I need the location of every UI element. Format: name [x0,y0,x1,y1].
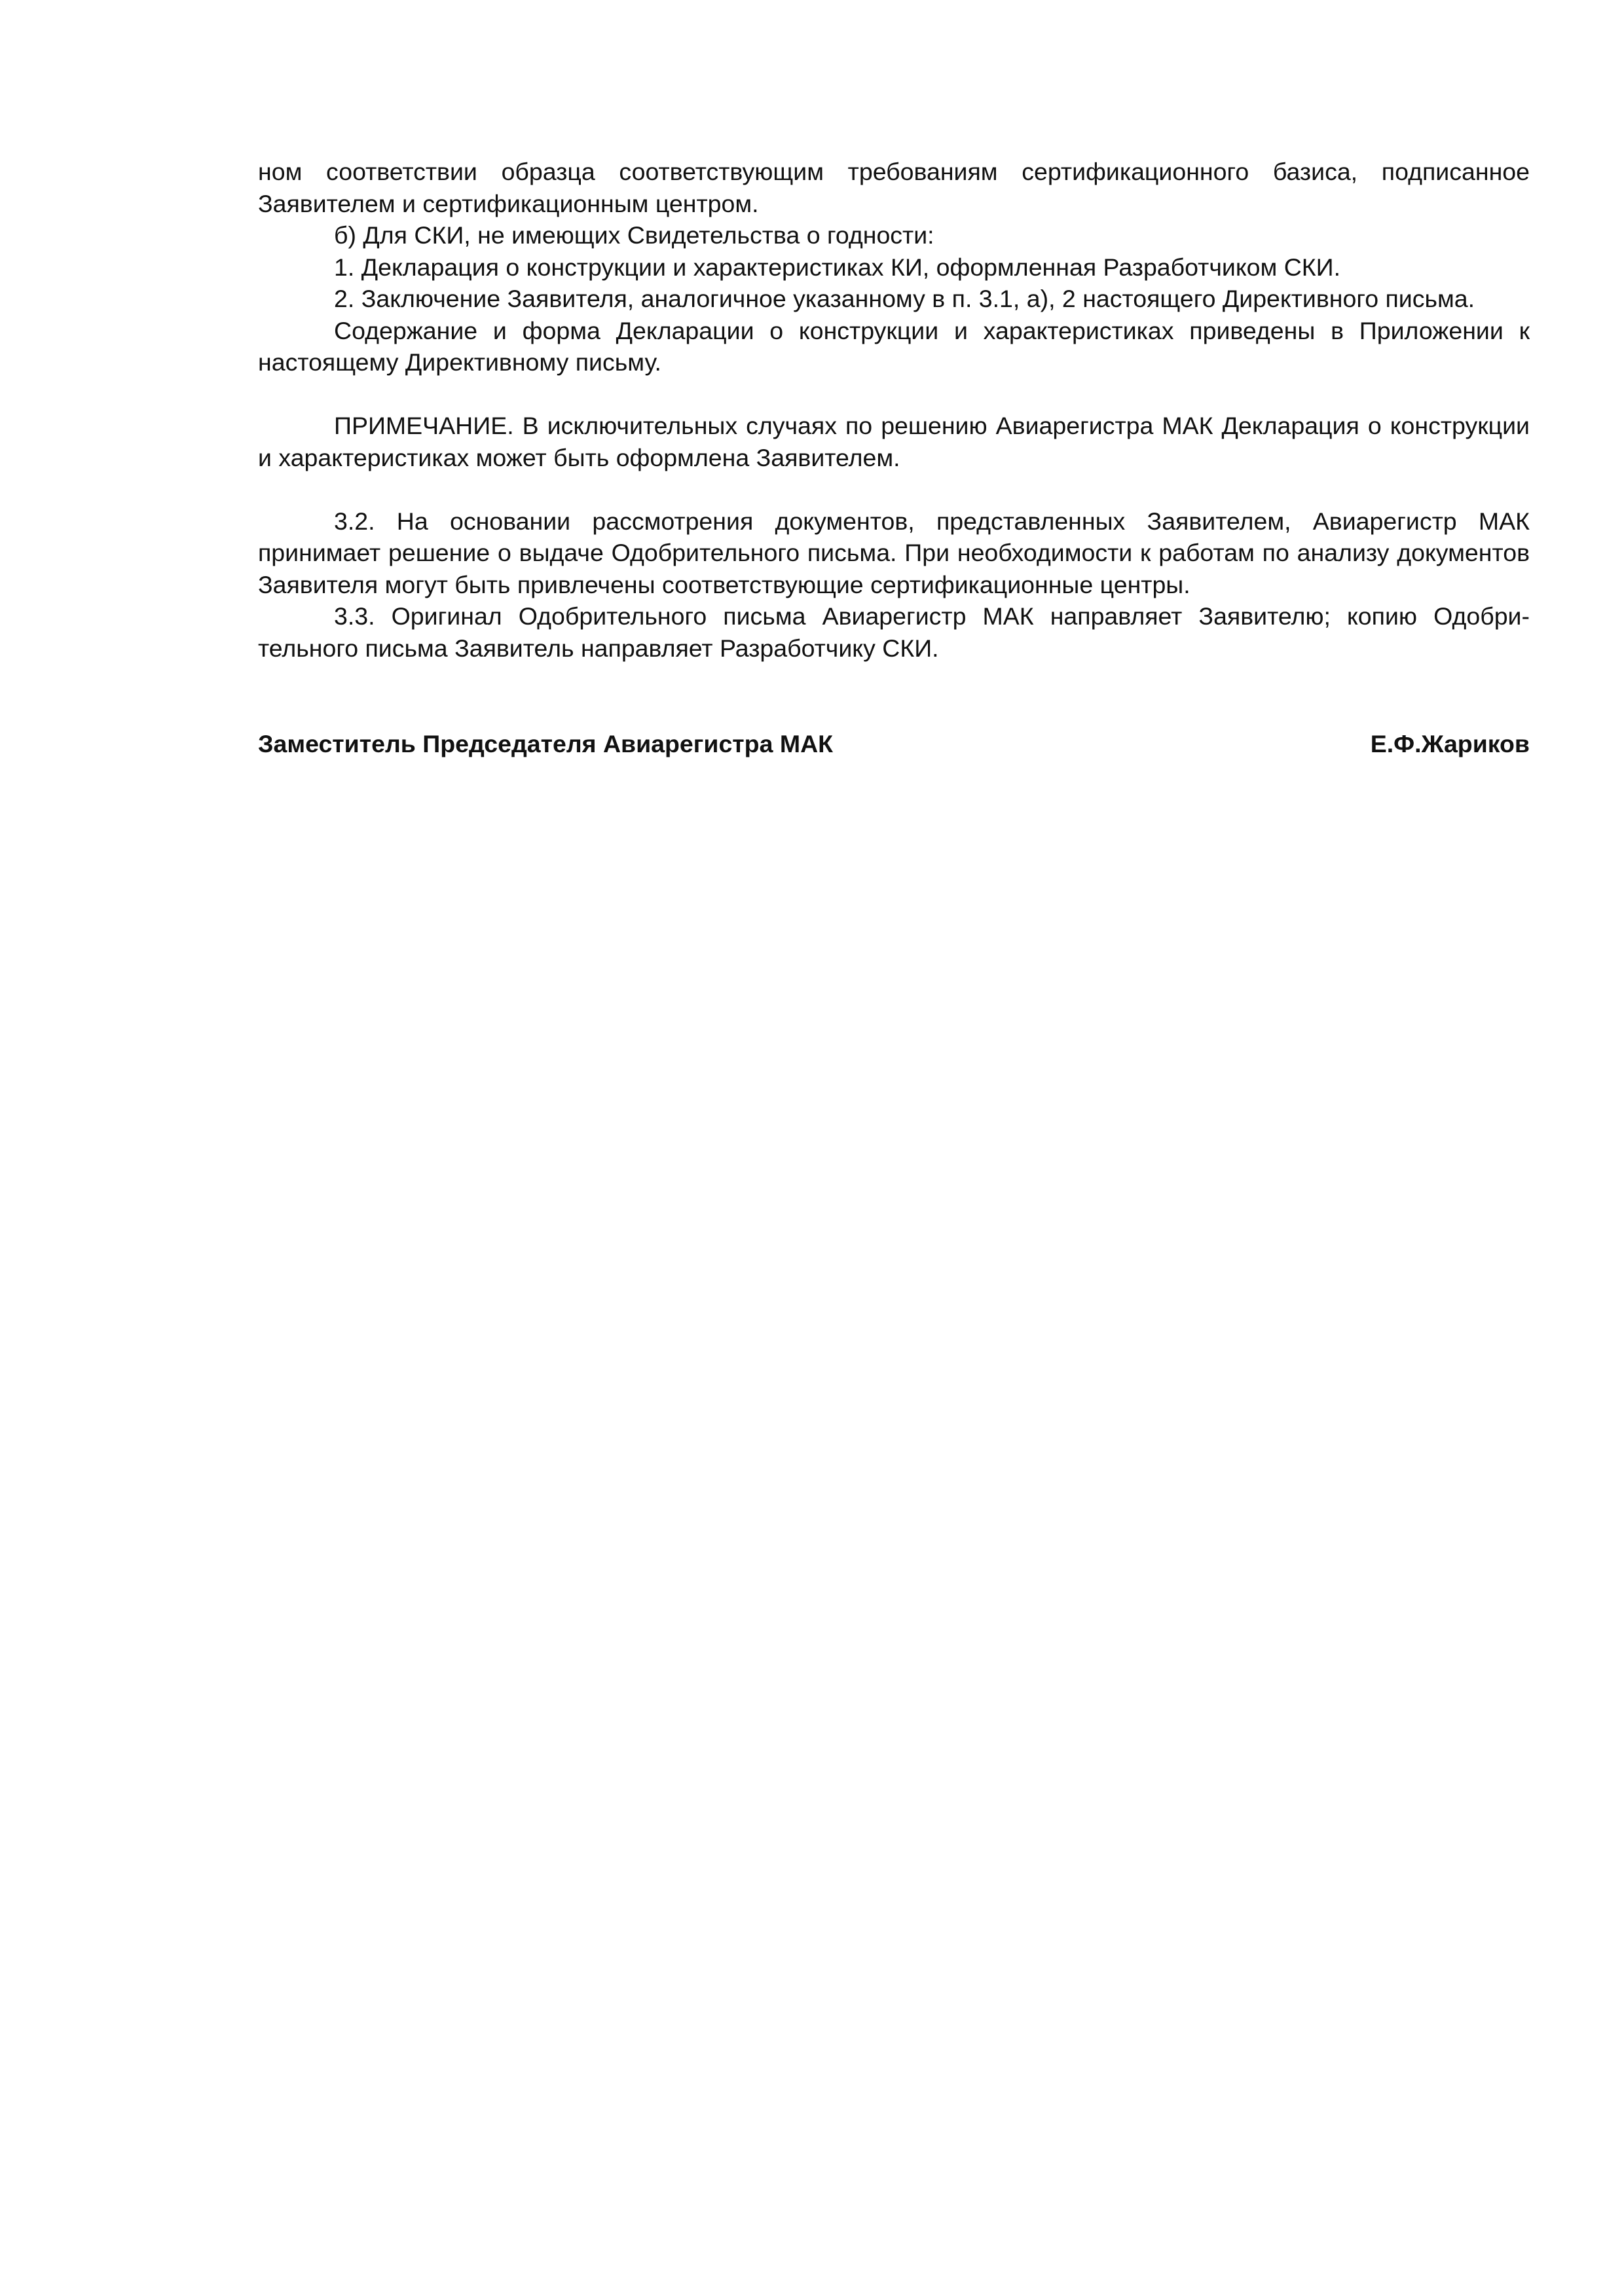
signature-name: Е.Ф.Жариков [1370,730,1530,757]
paragraph-item-1: 1. Декларация о конструкции и характеристиках КИ, оформленная Разработчиком СКИ. [334,253,1341,281]
paragraph-note: ПРИМЕЧАНИЕ. В исключительных случаях по решению Авиарегистра МАК Декларация о конструкции и характеристиках может быть оформлена Заявителем. [258,412,1530,471]
paragraph-declaration-content: Содержание и форма Декларации о конструкции и характеристиках приведены в Приложении к настоящему Директивному письму. [258,316,1530,376]
signature-position: Заместитель Председателя Авиарегистра МАК [258,730,834,757]
paragraph-spacer [258,473,1530,505]
signature-block [258,728,1530,759]
paragraph-section-3-3: 3.3. Оригинал Одобрительного письма Авиарегистр МАК направляет Заявителю; копию Одобрительного письма Заявитель направляет Разработчику СКИ. [258,602,1530,662]
document-body [258,156,1530,664]
paragraph-item-2: 2. Заключение Заявителя, аналогичное указанному в п. 3.1, а), 2 настоящего Директивного письма. [334,285,1475,312]
paragraph-item-b: б) Для СКИ, не имеющих Свидетельства о годности: [334,221,934,249]
paragraph-section-3-2: 3.2. На основании рассмотрения документов, представленных Заявителем, Авиарегистр МАК принимает решение о выдаче Одобрительного письма. При необходимости к работам по анализу документов Заявителя могут быть привлечены соответствующие сертификационные центры. [258,507,1530,598]
paragraph-spacer [258,378,1530,410]
paragraph-continuation: ном соответствии образца соответствующим требованиям сертификационного базиса, подписанное Заявителем и сертификационным центром. [258,158,1530,217]
